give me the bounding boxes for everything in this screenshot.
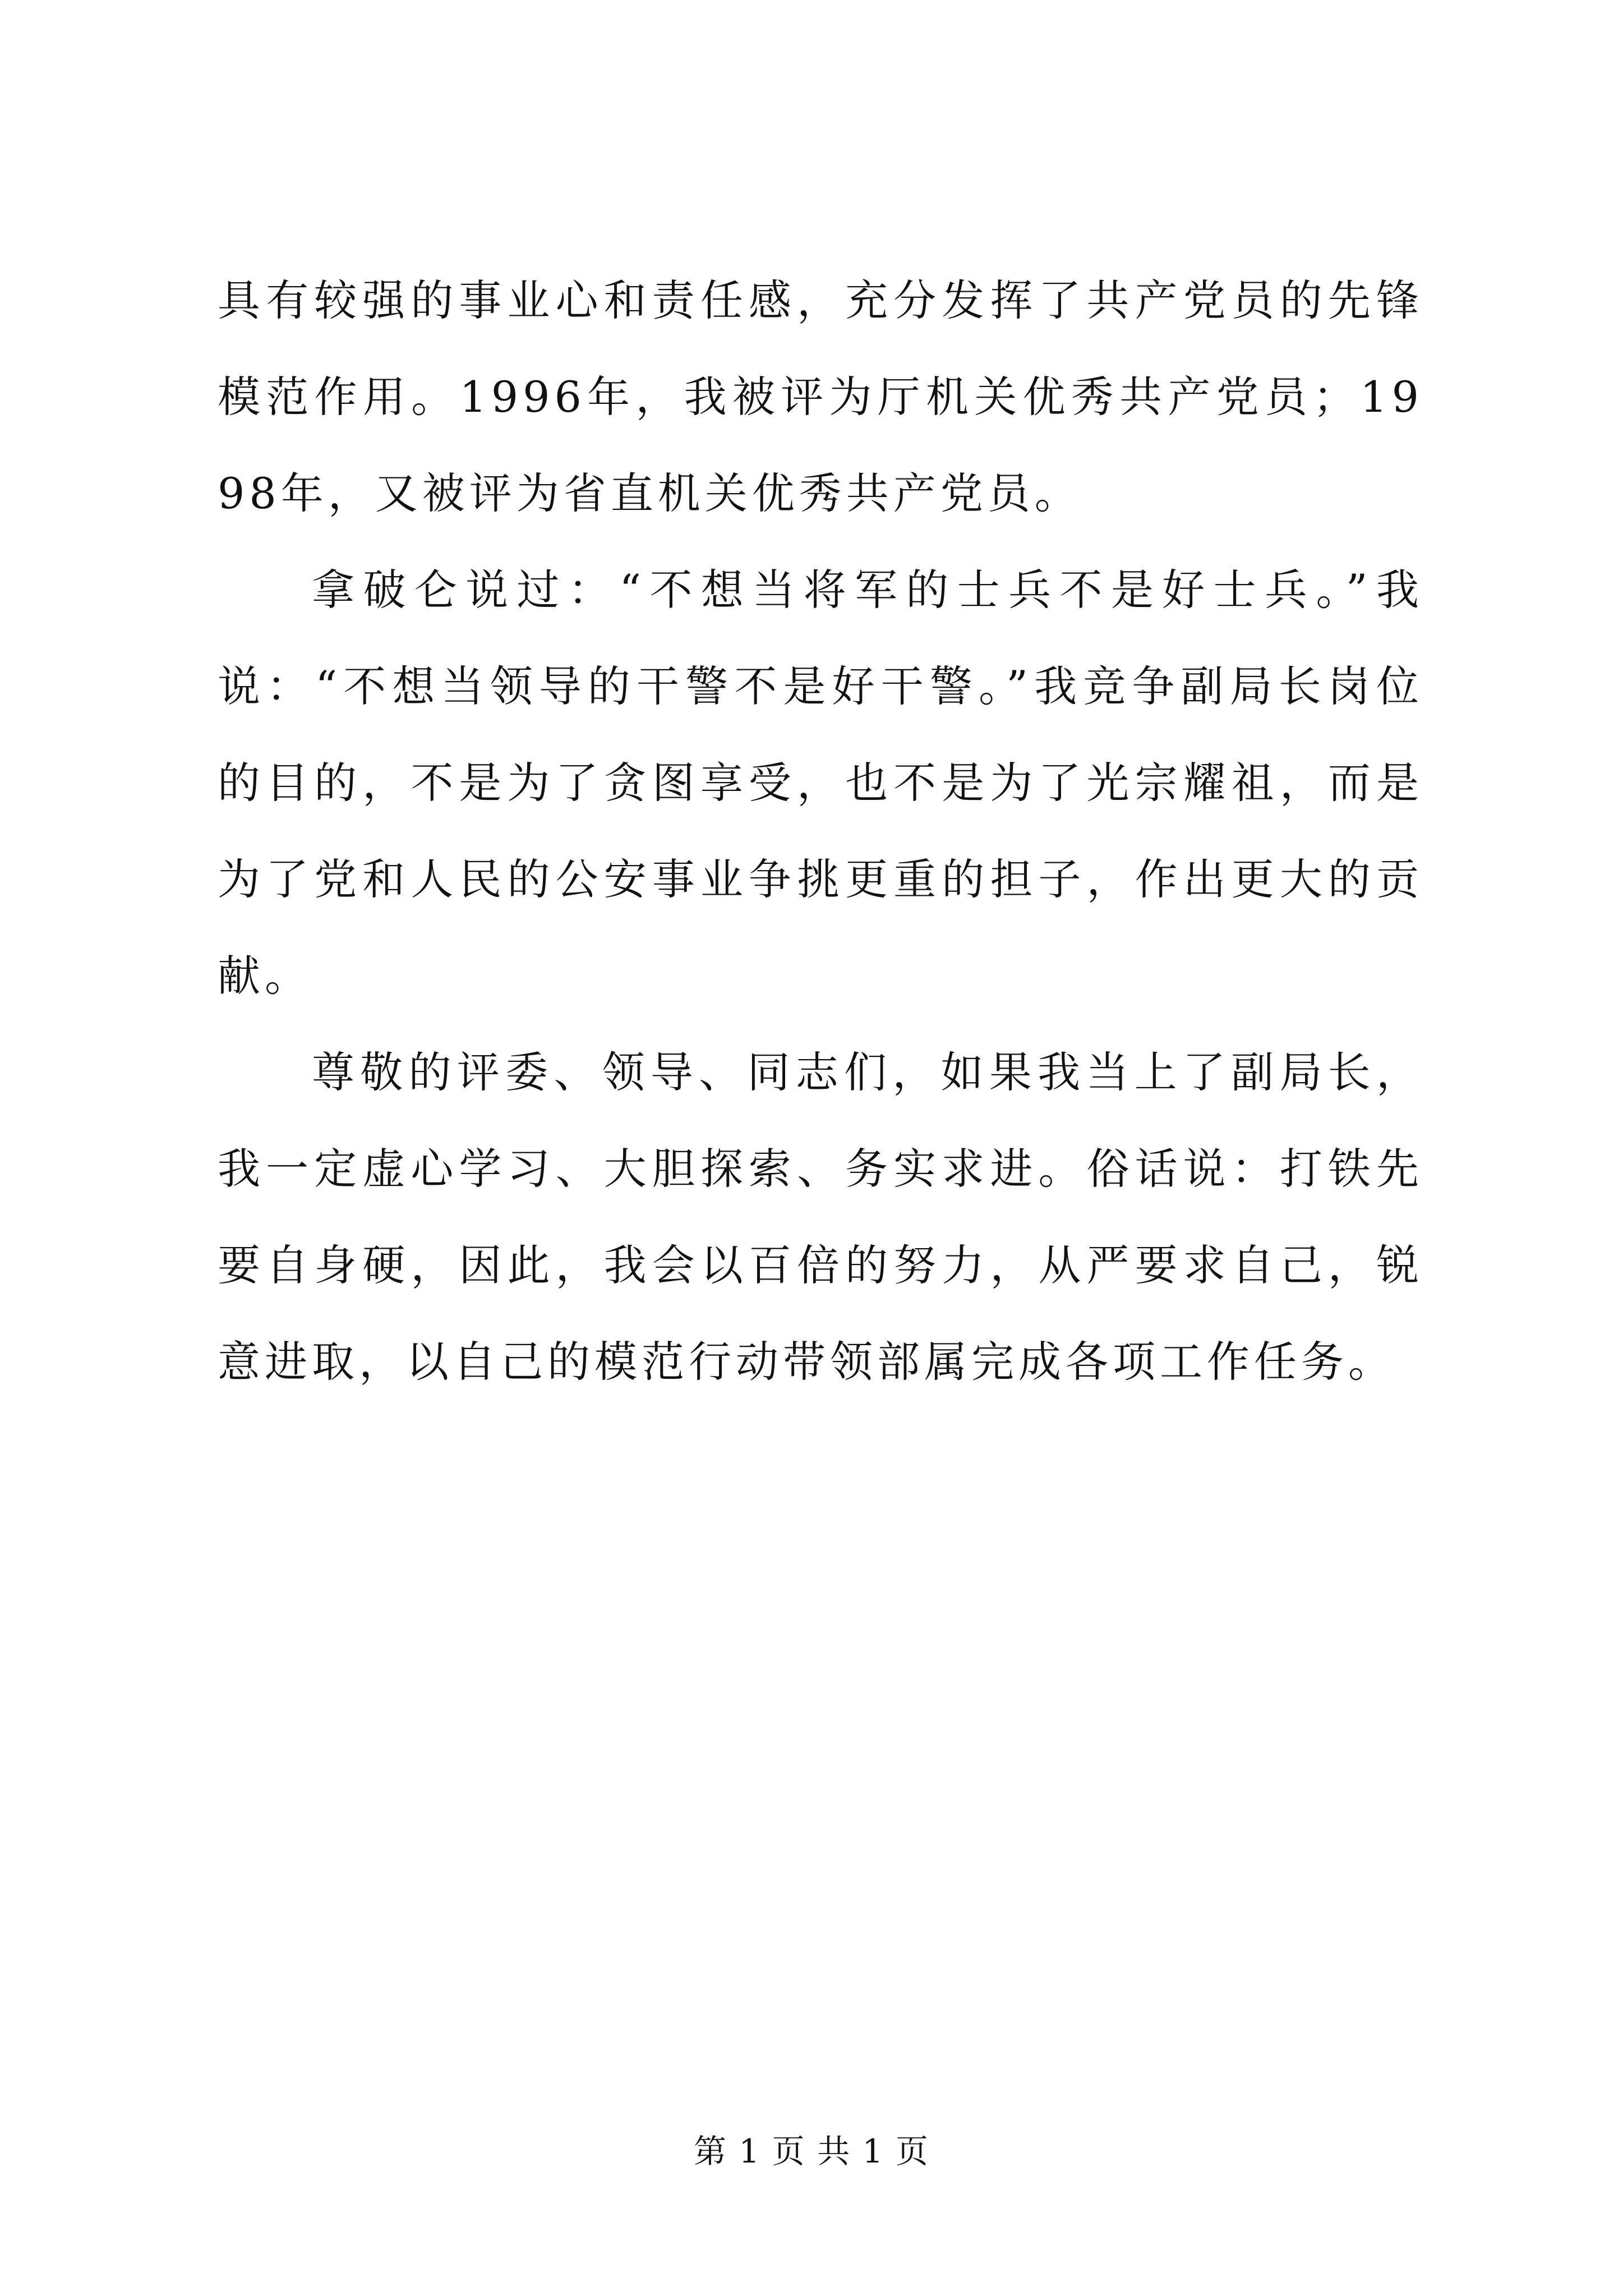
paragraph-napoleon-quote: 拿破仑说过：“不想当将军的士兵不是好士兵。”我说：“不想当领导的干警不是好干警。”我竞争副局长岗位的目的，不是为了贪图享受，也不是为了光宗耀祖，而是为了党和人民的公安事业争挑更重的担子，作出更大的贡献。: [218, 565, 1423, 1001]
paragraph-continuation: 具有较强的事业心和责任感，充分发挥了共产党员的先锋模范作用。1996年，我被评为厅机关优秀共产党员；1998年，又被评为省直机关优秀共产党员。: [218, 275, 1423, 518]
page-footer: 第 1 页 共 1 页: [694, 2132, 929, 2170]
document-body: [218, 252, 1423, 1410]
paragraph-commitment: 尊敬的评委、领导、同志们，如果我当上了副局长，我一定虚心学习、大胆探索、务实求进。俗话说：打铁先要自身硬，因此，我会以百倍的努力，从严要求自己，锐意进取，以自己的模范行动带领部属完成各项工作任务。: [218, 1047, 1423, 1387]
